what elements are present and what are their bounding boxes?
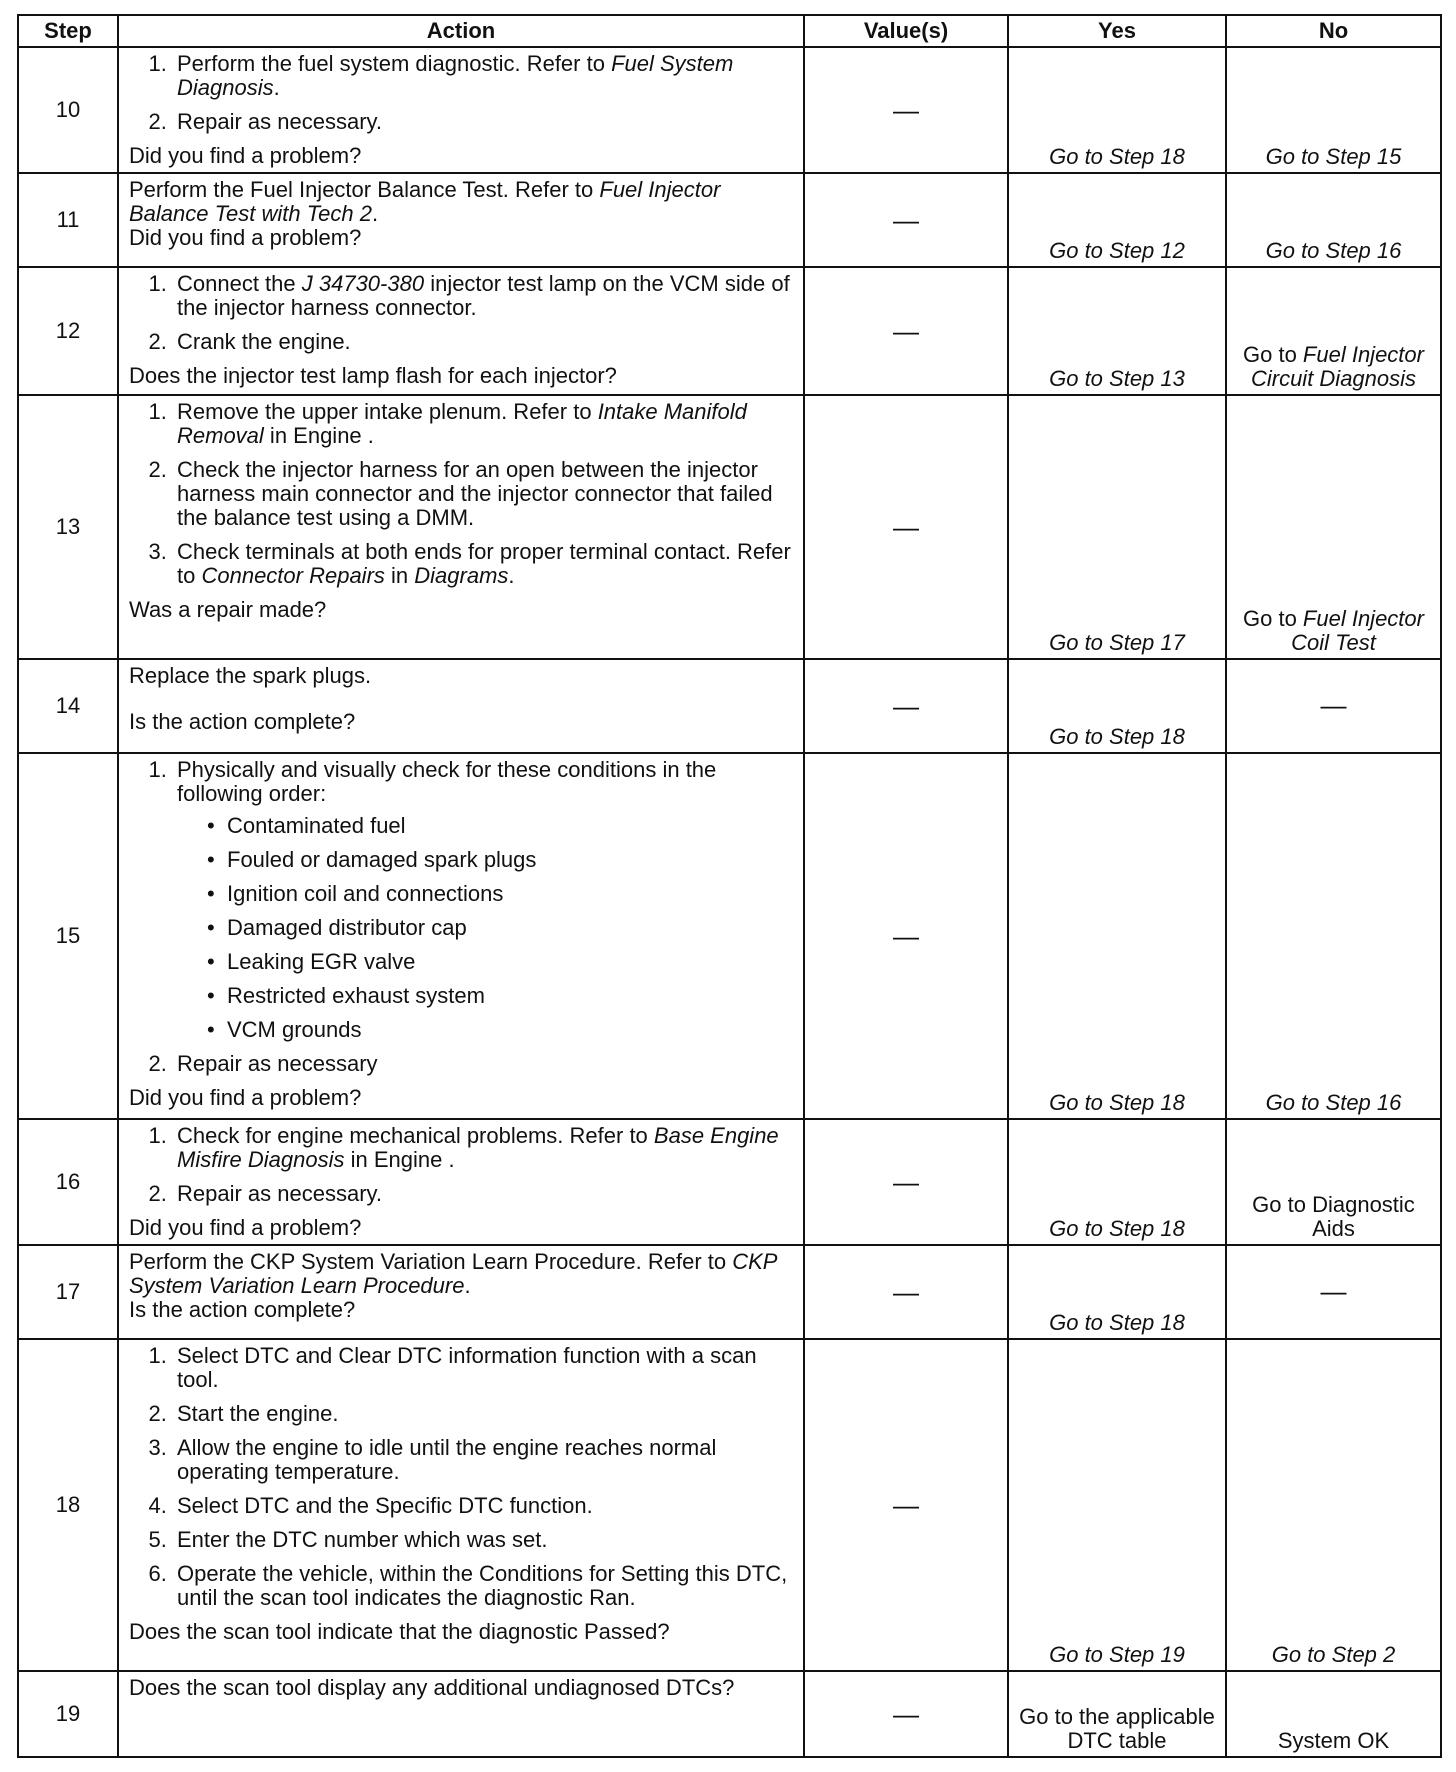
- yes-cell: Go to Step 13: [1008, 267, 1226, 395]
- no-cell: Go to Step 15: [1226, 47, 1441, 173]
- no-cell: Go to Step 16: [1226, 173, 1441, 267]
- action-item: 1. Perform the fuel system diagnostic. Refer to Fuel System Diagnosis.: [173, 52, 795, 100]
- action-item: 2. Repair as necessary.: [173, 110, 795, 134]
- condition-list: [177, 814, 795, 1042]
- no-cell: Go to Diagnostic Aids: [1226, 1119, 1441, 1245]
- table-row: [18, 47, 1441, 173]
- step-number: 19: [18, 1671, 118, 1757]
- table-row: [18, 1245, 1441, 1339]
- value-cell: —: [804, 395, 1008, 659]
- action-cell: [118, 1245, 804, 1339]
- action-item: 2. Repair as necessary.: [173, 1182, 795, 1206]
- condition-item: • Fouled or damaged spark plugs: [207, 848, 795, 872]
- action-cell: [118, 659, 804, 753]
- action-item: 5. Enter the DTC number which was set.: [173, 1528, 795, 1552]
- action-question: Did you find a problem?: [129, 225, 362, 250]
- yes-cell: Go to Step 18: [1008, 1245, 1226, 1339]
- table-row: [18, 267, 1441, 395]
- yes-cell: Go to Step 19: [1008, 1339, 1226, 1671]
- table-row: [18, 395, 1441, 659]
- no-cell: Go to Step 16: [1226, 753, 1441, 1119]
- action-text: Perform the Fuel Injector Balance Test. Refer to Fuel Injector Balance Test with Tech 2.: [129, 177, 721, 226]
- value-cell: —: [804, 753, 1008, 1119]
- no-cell: —: [1226, 1245, 1441, 1339]
- table-row: [18, 1339, 1441, 1671]
- value-cell: —: [804, 1245, 1008, 1339]
- action-item: 4. Select DTC and the Specific DTC function.: [173, 1494, 795, 1518]
- header-no: No: [1226, 15, 1441, 47]
- yes-cell: Go to the applicable DTC table: [1008, 1671, 1226, 1757]
- table-row: [18, 173, 1441, 267]
- header-yes: Yes: [1008, 15, 1226, 47]
- value-cell: —: [804, 173, 1008, 267]
- no-cell: System OK: [1226, 1671, 1441, 1757]
- no-cell: —: [1226, 659, 1441, 753]
- step-number: 14: [18, 659, 118, 753]
- no-cell: Go to Fuel Injector Circuit Diagnosis: [1226, 267, 1441, 395]
- header-step: Step: [18, 15, 118, 47]
- step-number: 18: [18, 1339, 118, 1671]
- condition-item: • Damaged distributor cap: [207, 916, 795, 940]
- action-item: 6. Operate the vehicle, within the Conditions for Setting this DTC, until the scan tool indicates the diagnostic Ran.: [173, 1562, 795, 1610]
- no-cell: Go to Step 2: [1226, 1339, 1441, 1671]
- yes-cell: Go to Step 18: [1008, 1119, 1226, 1245]
- action-item: 2. Check the injector harness for an open between the injector harness main connector and the injector connector that failed the balance test using a DMM.: [173, 458, 795, 530]
- condition-item: • Restricted exhaust system: [207, 984, 795, 1008]
- step-number: 11: [18, 173, 118, 267]
- action-text: Perform the CKP System Variation Learn Procedure. Refer to CKP System Variation Learn Procedure.: [129, 1249, 777, 1298]
- action-question: Was a repair made?: [129, 597, 327, 622]
- action-item: 1. Remove the upper intake plenum. Refer to Intake Manifold Removal in Engine .: [173, 400, 795, 448]
- step-number: 15: [18, 753, 118, 1119]
- header-action: Action: [118, 15, 804, 47]
- condition-item: • Leaking EGR valve: [207, 950, 795, 974]
- no-cell: Go to Fuel Injector Coil Test: [1226, 395, 1441, 659]
- yes-cell: Go to Step 17: [1008, 395, 1226, 659]
- table-row: [18, 753, 1441, 1119]
- value-cell: —: [804, 1339, 1008, 1671]
- value-cell: —: [804, 659, 1008, 753]
- action-cell: [118, 267, 804, 395]
- action-item: 2. Start the engine.: [173, 1402, 795, 1426]
- yes-cell: Go to Step 18: [1008, 47, 1226, 173]
- action-item: 1. Physically and visually check for these conditions in the following order: • Contaminated fuel • Fouled or damaged spark plugs • Ignition coil and connections • Damaged distributor cap • Leaking EGR valve • Restricted exhaust system • VCM grounds: [173, 758, 795, 1042]
- action-item: 1. Connect the J 34730-380 injector test lamp on the VCM side of the injector harness connector.: [173, 272, 795, 320]
- table-row: [18, 1119, 1441, 1245]
- condition-item: • VCM grounds: [207, 1018, 795, 1042]
- step-number: 10: [18, 47, 118, 173]
- action-question: Did you find a problem?: [129, 143, 362, 168]
- value-cell: —: [804, 1119, 1008, 1245]
- action-question: Is the action complete?: [129, 1297, 356, 1322]
- header-row: [18, 15, 1441, 47]
- value-cell: —: [804, 1671, 1008, 1757]
- action-item: 3. Check terminals at both ends for proper terminal contact. Refer to Connector Repairs in Diagrams.: [173, 540, 795, 588]
- yes-cell: Go to Step 12: [1008, 173, 1226, 267]
- action-cell: [118, 47, 804, 173]
- action-question: Does the scan tool indicate that the diagnostic Passed?: [129, 1619, 670, 1644]
- value-cell: —: [804, 47, 1008, 173]
- action-cell: [118, 753, 804, 1119]
- action-item: 2. Crank the engine.: [173, 330, 795, 354]
- action-text: Replace the spark plugs.: [129, 663, 372, 688]
- action-item: 1. Select DTC and Clear DTC information function with a scan tool.: [173, 1344, 795, 1392]
- step-number: 16: [18, 1119, 118, 1245]
- step-number: 12: [18, 267, 118, 395]
- action-question: Did you find a problem?: [129, 1215, 362, 1240]
- condition-item: • Contaminated fuel: [207, 814, 795, 838]
- table-row: [18, 1671, 1441, 1757]
- action-cell: [118, 173, 804, 267]
- table-row: [18, 659, 1441, 753]
- yes-cell: Go to Step 18: [1008, 659, 1226, 753]
- header-values: Value(s): [804, 15, 1008, 47]
- action-cell: [118, 1339, 804, 1671]
- action-item: 2. Repair as necessary: [173, 1052, 795, 1076]
- action-item: 3. Allow the engine to idle until the engine reaches normal operating temperature.: [173, 1436, 795, 1484]
- action-text: Does the scan tool display any additional undiagnosed DTCs?: [129, 1675, 735, 1700]
- action-question: Is the action complete?: [129, 709, 356, 734]
- step-number: 17: [18, 1245, 118, 1339]
- action-question: Does the injector test lamp flash for each injector?: [129, 363, 617, 388]
- diagnostic-table: [17, 14, 1442, 1758]
- action-cell: [118, 1671, 804, 1757]
- action-cell: [118, 395, 804, 659]
- condition-item: • Ignition coil and connections: [207, 882, 795, 906]
- action-cell: [118, 1119, 804, 1245]
- value-cell: —: [804, 267, 1008, 395]
- yes-cell: Go to Step 18: [1008, 753, 1226, 1119]
- action-question: Did you find a problem?: [129, 1085, 362, 1110]
- step-number: 13: [18, 395, 118, 659]
- action-item: 1. Check for engine mechanical problems. Refer to Base Engine Misfire Diagnosis in Engine .: [173, 1124, 795, 1172]
